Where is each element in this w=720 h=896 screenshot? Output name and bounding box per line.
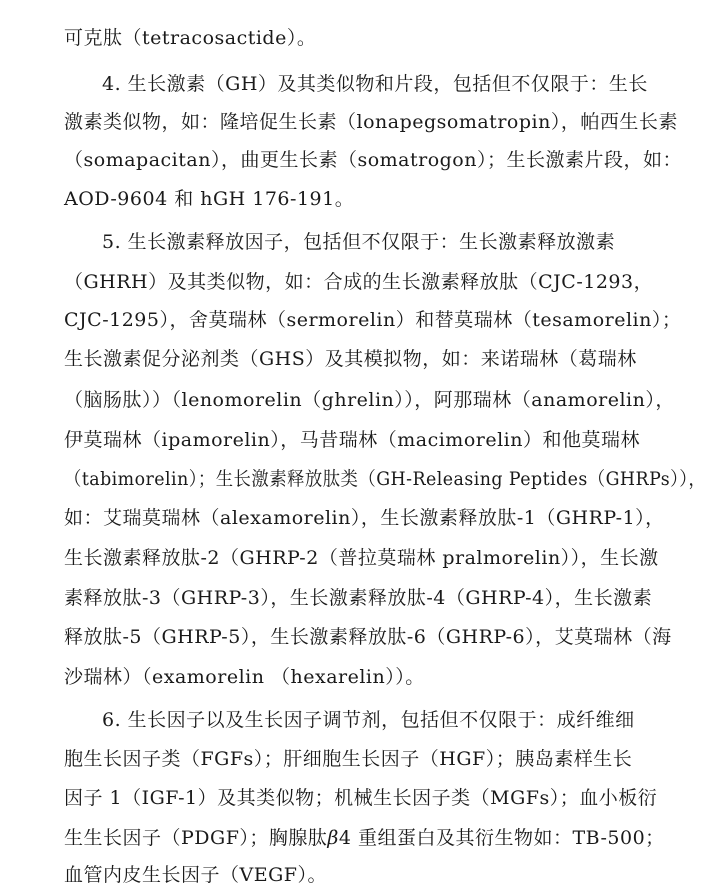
paragraph-5-line-2: （GHRH）及其类似物，如：合成的生长激素释放肽（CJC-1293， [64,271,654,293]
paragraph-5-line-7: （tabimorelin）；生长激素释放肽类（GH-Releasing Peptides（GHRPs））， [64,468,707,490]
line-text-part: 生生长因子（PDGF）；胸腺肽 [64,827,328,849]
paragraph-5-line-12: 沙瑞林）（examorelin （hexarelin））。 [64,666,425,688]
paragraph-4-line-3: （somapacitan），曲更生长素（somatrogon）；生长激素片段，如： [64,149,682,171]
paragraph-4-line-2: 激素类似物，如：隆培促生长素（lonapegsomatropin），帕西生长素 [64,111,678,133]
paragraph-4-line-4: AOD-9604 和 hGH 176-191。 [64,188,355,210]
paragraph-5-line-6: 伊莫瑞林（ipamorelin），马昔瑞林（macimorelin）和他莫瑞林 [64,429,640,451]
paragraph-6-line-4 [64,819,665,857]
greek-beta: β [327,827,339,849]
paragraph-4-line-1: 4. 生长激素（GH）及其类似物和片段，包括但不仅限于：生长 [102,73,648,95]
paragraph-6-line-5: 血管内皮生长因子（VEGF）。 [64,864,327,886]
paragraph-6-line-3: 因子 1（IGF-1）及其类似物；机械生长因子类（MGFs）；血小板衍 [64,787,658,809]
paragraph-5-line-5: （脑肠肽））（lenomorelin（ghrelin）），阿那瑞林（anamorelin）， [64,389,675,411]
paragraph-6-line-1: 6. 生长因子以及生长因子调节剂，包括但不仅限于：成纤维细 [102,709,635,731]
line-text-part: 4 重组蛋白及其衍生物如：TB-500； [338,827,665,849]
paragraph-5-line-11: 释放肽-5（GHRP-5），生长激素释放肽-6（GHRP-6），艾莫瑞林（海 [64,626,672,648]
paragraph-5-line-4: 生长激素促分泌剂类（GHS）及其模拟物，如：来诺瑞林（葛瑞林 [64,348,637,370]
paragraph-5-line-3: CJC-1295），舍莫瑞林（sermorelin）和替莫瑞林（tesamorelin）； [64,309,682,331]
paragraph-5-line-8: 如：艾瑞莫瑞林（alexamorelin），生长激素释放肽-1（GHRP-1）， [64,507,665,529]
paragraph-5-line-10: 素释放肽-3（GHRP-3），生长激素释放肽-4（GHRP-4），生长激素 [64,587,653,609]
text-line-1: 可克肽（tetracosactide）。 [64,27,317,49]
paragraph-6-line-2: 胞生长因子类（FGFs）；肝细胞生长因子（HGF）；胰岛素样生长 [64,748,633,770]
paragraph-5-line-1: 5. 生长激素释放因子，包括但不仅限于：生长激素释放激素 [102,231,616,253]
paragraph-5-line-9: 生长激素释放肽-2（GHRP-2（普拉莫瑞林 pralmorelin）），生长激 [64,547,659,569]
